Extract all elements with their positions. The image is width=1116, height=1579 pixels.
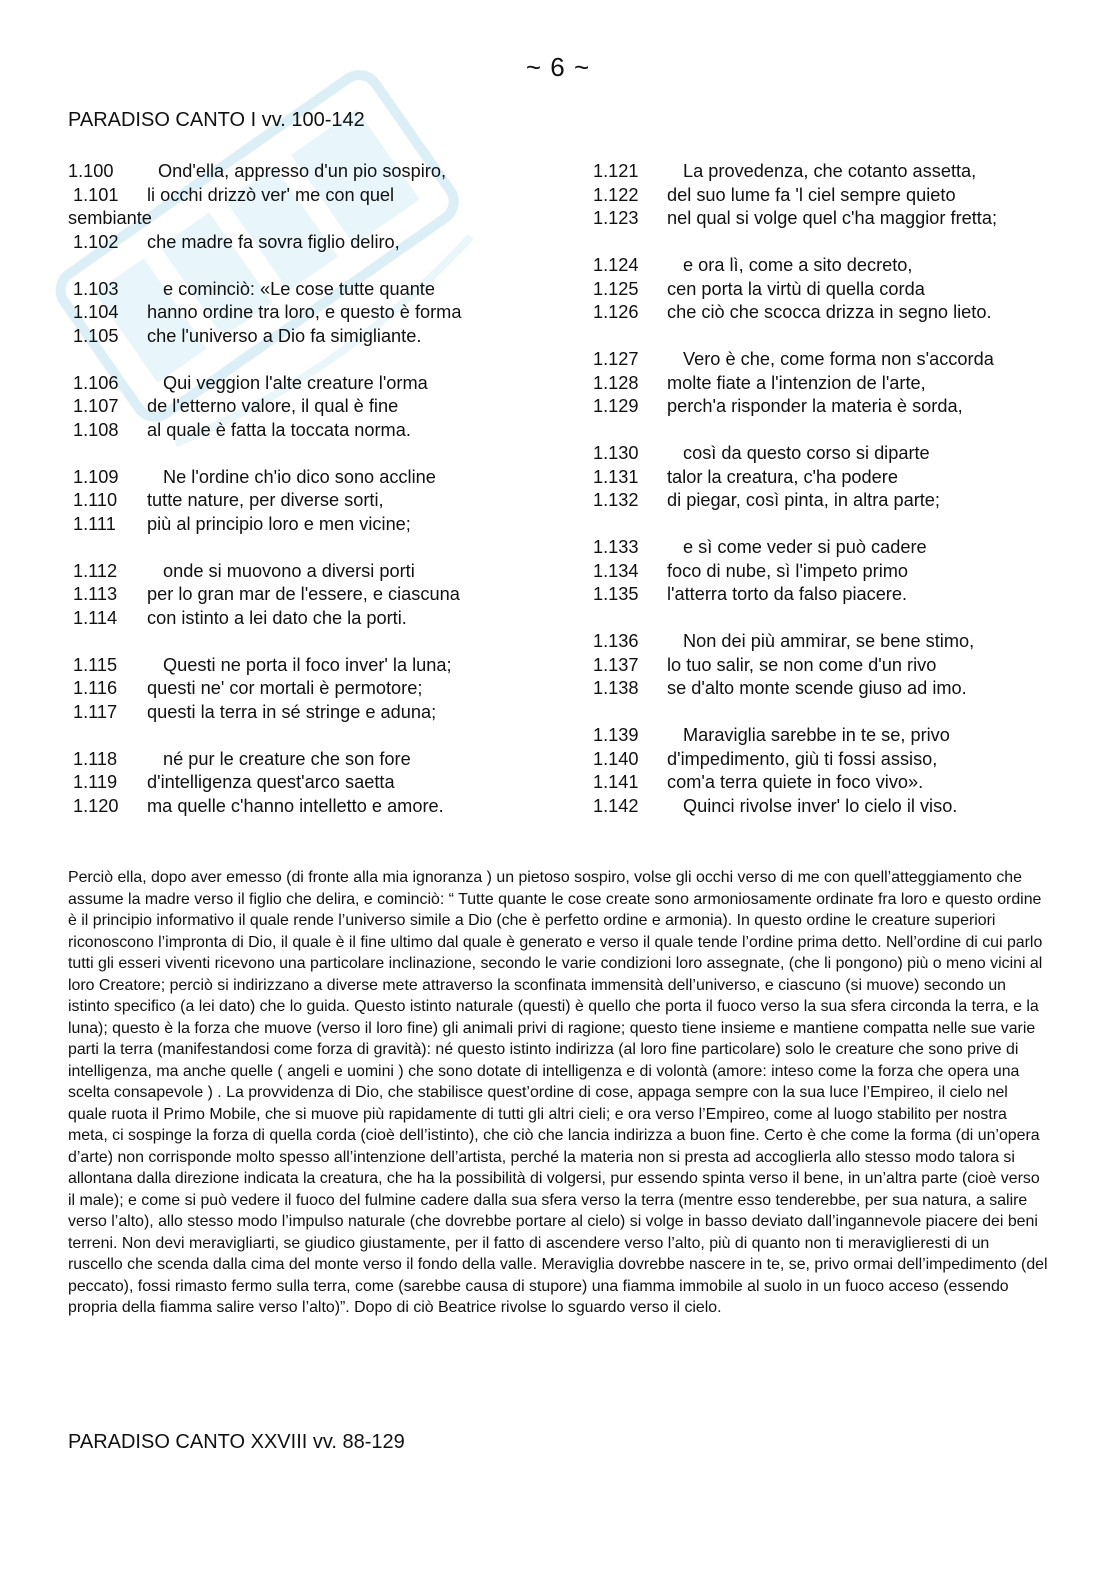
verse-line [593, 442, 1063, 466]
verse-line [68, 513, 538, 537]
verse-text: più al principio loro e men vicine; [147, 513, 411, 534]
verse-line [68, 419, 538, 443]
verse-number: 1.106 [73, 372, 119, 393]
verse-number: 1.110 [73, 490, 118, 510]
verse-text: Vero è che, come forma non s'accorda [683, 349, 994, 369]
verse-text: nel qual si volge quel c'ha maggior fretta; [667, 208, 998, 228]
verse-line [593, 560, 1063, 584]
verse-column-right [593, 160, 1063, 818]
verse-text: cen porta la virtù di quella corda [667, 278, 925, 299]
verse-number: 1.133 [593, 537, 639, 557]
verse-line [68, 184, 538, 208]
verse-line [593, 184, 1063, 208]
verse-text: che ciò che scocca drizza in segno lieto. [667, 302, 992, 322]
verse-line [68, 771, 538, 795]
verse-text: foco di nube, sì l'impeto primo [667, 560, 909, 581]
verse-number: 1.134 [593, 560, 639, 581]
verse-text: com'a terra quiete in foco vivo». [667, 772, 924, 792]
verse-number: 1.103 [73, 278, 119, 299]
verse-number: 1.137 [593, 654, 639, 675]
verse-line [593, 654, 1063, 678]
page-number: ~ 6 ~ [525, 52, 591, 82]
verse-number: 1.124 [593, 255, 639, 275]
verse-column-left [68, 160, 538, 818]
verse-line [593, 348, 1063, 372]
verse-line [593, 795, 1063, 819]
verse-number: 1.108 [73, 419, 119, 440]
verse-text: Ne l'ordine ch'io dico sono accline [163, 466, 436, 487]
verse-line [68, 560, 538, 584]
verse-text: al quale è fatta la toccata norma. [147, 419, 411, 440]
verse-number: 1.101 [73, 184, 119, 205]
verse-line [68, 795, 538, 819]
verse-text: li occhi drizzò ver' me con quel [147, 184, 395, 205]
verse-text: Questi ne porta il foco inver' la luna; [163, 654, 452, 675]
verse-line [68, 701, 538, 725]
verse-number: 1.100 [68, 161, 114, 181]
verse-number: 1.132 [593, 490, 639, 510]
verse-number: 1.127 [593, 349, 639, 369]
verse-number: 1.122 [593, 184, 639, 205]
verse-number: 1.126 [593, 302, 639, 322]
verse-line [68, 489, 538, 513]
verse-text: se d'alto monte scende giuso ad imo. [667, 678, 967, 698]
verse-line [68, 372, 538, 396]
verse-line [68, 654, 538, 678]
verse-line [593, 724, 1063, 748]
verse-line [68, 278, 538, 302]
section-title-canto-i: PARADISO CANTO I vv. 100-142 [68, 109, 365, 131]
verse-text: onde si muovono a diversi porti [163, 560, 415, 581]
verse-number: 1.136 [593, 631, 639, 651]
verse-line [68, 607, 538, 631]
verse-number: 1.142 [593, 795, 639, 816]
verse-number: 1.140 [593, 748, 639, 769]
verse-line [593, 301, 1063, 325]
verse-text: né pur le creature che son fore [163, 748, 411, 769]
verse-line [593, 207, 1063, 231]
verse-text: Maraviglia sarebbe in te se, privo [683, 725, 950, 745]
paraphrase-paragraph: Perciò ella, dopo aver emesso (di fronte alla mia ignoranza ) un pietoso sospiro, volse gli occhi verso di me con quell’atteggiamento che assume la madre verso il figlio che delira, e cominciò: “ Tutte quante le cose create sono armoniosamente ordinate fra loro e questo ordine è il principio informativo il quale rende l’universo simile a Dio (che è perfetto ordine e armonia). In questo ordine le creature superiori riconoscono l’impronta di Dio, il quale è il fine ultimo dal quale è generato e verso il quale tende l’ordine prima detto. Nell’ordine di cui parlo tutti gli esseri viventi ricevono una particolare inclinazione, secondo le varie condizioni loro assegnate, (che li pongono) più o meno vicini al loro Creatore; perciò si indirizzano a diverse mete attraverso la sconfinata immensità dell’universo, e ciascuno (si muove) secondo un istinto specifico (a lei dato) che lo guida. Questo istinto naturale (questi) è quello che porta il fuoco verso la sua sfera circonda la terra, e la luna); questo è la forza che muove (verso il loro fine) gli animali privi di ragione; questo tiene insieme e mantiene compatta nelle sue varie parti la terra (manifestandosi come forza di gravità): né questo istinto indirizza (al loro fine particolare) solo le creature che sono prive di intelligenza, ma anche quelle ( angeli e uomini ) che sono dotate di intelligenza e di volontà (amore: inteso come la forza che opera una scelta consapevole ) . La provvidenza di Dio, che stabilisce quest’ordine di cose, appaga sempre con la sua luce l’Empireo, il cielo nel quale ruota il Primo Mobile, che si muove più rapidamente di tutti gli altri cieli; e ora verso l’Empireo, come al luogo stabilito per nostra meta, ci sospinge la forza di quella corda (cioè dell’istinto), che ciò che lancia indirizza a buon fine. Certo è che come la forma (di un’opera d’arte) non corrisponde molto spesso all’intenzione dell’artista, perché la materia non si presta ad accoglierla allo stesso modo talora si allontana dalla direzione indicata la creatura, che ha la possibilità di volgersi, pur essendo spinta verso il bene, in un’altra parte (cioè verso il male); e come si può vedere il fuoco del fulmine cadere dalla sua sfera verso la terra (mentre esso tenderebbe, per sua natura, a salire verso l’alto), allo stesso modo l’impulso naturale (che dovrebbe portare al cielo) si volge in basso deviato dall’ingannevole piacere dei beni terreni. Non devi meravigliarti, se giudico giustamente, per il fatto di ascendere verso l’alto, più di quanto non ti meraviglieresti di un ruscello che scenda dalla cima del monte verso il fondo della valle. Meraviglia dovrebbe nascere in te, se, privo ormai dell’impedimento (del peccato), fossi rimasto fermo sulla terra, come (sarebbe causa di stupore) una fiamma immobile al suolo in un fuoco acceso (essendo propria della fiamma salire verso l’alto)”. Dopo di ciò Beatrice rivolse lo sguardo verso il cielo. [68, 869, 1048, 1316]
verse-number: 1.111 [73, 513, 116, 534]
verse-line [593, 489, 1063, 513]
verse-number: 1.115 [73, 654, 118, 675]
verse-number: 1.105 [73, 325, 119, 346]
verse-number: 1.138 [593, 678, 639, 698]
verse-number: 1.120 [73, 795, 119, 816]
verse-text: di piegar, così pinta, in altra parte; [667, 490, 940, 510]
verse-number: 1.139 [593, 725, 639, 745]
verse-number: 1.107 [73, 396, 119, 416]
verse-text: questi la terra in sé stringe e aduna; [147, 701, 437, 722]
verse-text: del suo lume fa 'l ciel sempre quieto [667, 184, 956, 205]
verse-text: molte fiate a l'intenzion de l'arte, [667, 372, 926, 393]
verse-number: 1.104 [73, 302, 119, 322]
verse-number: 1.119 [73, 772, 118, 792]
verse-text: con istinto a lei dato che la porti. [147, 607, 407, 628]
verse-number: 1.118 [73, 748, 118, 769]
verse-text: e cominciò: «Le cose tutte quante [163, 278, 435, 299]
verse-text: per lo gran mar de l'essere, e ciascuna [147, 584, 460, 604]
verse-text: Qui veggion l'alte creature l'orma [163, 372, 428, 393]
verse-text: Ond'ella, appresso d'un pio sospiro, [158, 161, 447, 181]
verse-wrap: sembiante [68, 208, 152, 228]
verse-number: 1.141 [593, 772, 639, 792]
verse-text: La provedenza, che cotanto assetta, [683, 161, 977, 181]
verse-text: e ora lì, come a sito decreto, [683, 255, 913, 275]
verse-line [593, 583, 1063, 607]
verse-number: 1.121 [593, 161, 639, 181]
verse-number: 1.114 [73, 607, 118, 628]
verse-number: 1.109 [73, 466, 119, 487]
verse-text: tutte nature, per diverse sorti, [147, 490, 384, 510]
verse-text: hanno ordine tra loro, e questo è forma [147, 302, 462, 322]
verse-text: che l'universo a Dio fa simigliante. [147, 325, 422, 346]
verse-line [68, 231, 538, 255]
verse-number: 1.128 [593, 372, 639, 393]
verse-text: lo tuo salir, se non come d'un rivo [667, 654, 937, 675]
verse-line [68, 677, 538, 701]
verse-number: 1.117 [73, 701, 118, 722]
verse-line [68, 325, 538, 349]
verse-number: 1.102 [73, 231, 119, 252]
verse-number: 1.129 [593, 396, 639, 416]
verse-text: Non dei più ammirar, se bene stimo, [683, 631, 975, 651]
verse-line [593, 630, 1063, 654]
verse-text: talor la creatura, c'ha podere [667, 466, 898, 487]
verse-line [593, 254, 1063, 278]
verse-line [593, 771, 1063, 795]
verse-number: 1.112 [73, 560, 118, 581]
verse-line [593, 677, 1063, 701]
verse-text: così da questo corso si diparte [683, 443, 930, 463]
verse-line [593, 466, 1063, 490]
verse-text: ma quelle c'hanno intelletto e amore. [147, 795, 444, 816]
verse-line [68, 395, 538, 419]
verse-text: Quinci rivolse inver' lo cielo il viso. [683, 795, 958, 816]
verse-number: 1.123 [593, 208, 639, 228]
verse-line [593, 536, 1063, 560]
verse-line [68, 466, 538, 490]
verse-number: 1.116 [73, 678, 118, 698]
verse-number: 1.135 [593, 584, 639, 604]
verse-text: d'impedimento, giù ti fossi assiso, [667, 748, 938, 769]
verse-line [593, 372, 1063, 396]
verse-line [68, 160, 538, 184]
verse-text: d'intelligenza quest'arco saetta [147, 772, 395, 792]
verse-text: perch'a risponder la materia è sorda, [667, 396, 963, 416]
verse-text: questi ne' cor mortali è permotore; [147, 678, 423, 698]
verse-line [68, 301, 538, 325]
verse-line [593, 748, 1063, 772]
verse-number: 1.130 [593, 443, 639, 463]
verse-line [593, 160, 1063, 184]
verse-line [68, 583, 538, 607]
verse-number: 1.125 [593, 278, 639, 299]
verse-text: de l'etterno valore, il qual è fine [147, 396, 399, 416]
verse-line [68, 748, 538, 772]
verse-text: e sì come veder si può cadere [683, 537, 927, 557]
section-title-canto-xxviii: PARADISO CANTO XXVIII vv. 88-129 [68, 1431, 405, 1453]
verse-number: 1.131 [593, 466, 639, 487]
verse-line [593, 278, 1063, 302]
verse-number: 1.113 [73, 584, 118, 604]
verse-text: l'atterra torto da falso piacere. [667, 584, 908, 604]
verse-text: che madre fa sovra figlio deliro, [147, 231, 400, 252]
verse-line [593, 395, 1063, 419]
